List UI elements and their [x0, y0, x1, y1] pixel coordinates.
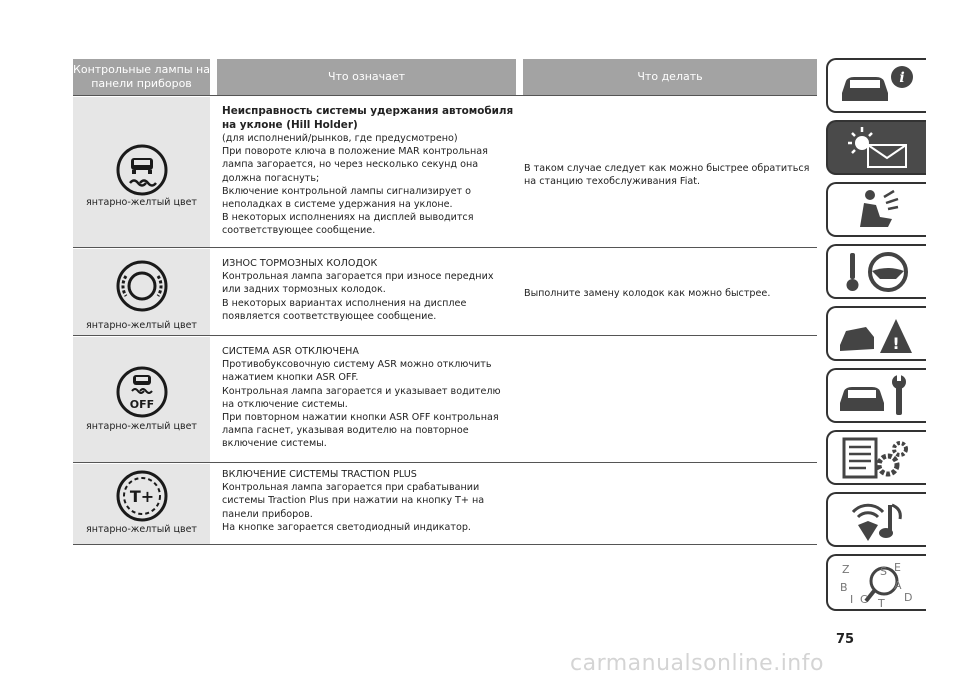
- meaning-line: В некоторых исполнениях на дисплей выводится: [222, 212, 474, 224]
- alphabetical-index-icon: [836, 559, 916, 609]
- car-crash-warning-icon: [836, 311, 916, 357]
- watermark: carmanualsonline.info: [570, 651, 824, 676]
- action-line: В таком случае следует как можно быстрее обратиться: [524, 163, 810, 174]
- meaning-line: включение системы.: [222, 438, 327, 450]
- svg-text:C: C: [860, 593, 868, 606]
- header-lamps: [73, 59, 210, 95]
- traction-plus-icon: [115, 469, 169, 523]
- tab-safety[interactable]: [826, 182, 926, 237]
- seat-airbag-icon: [836, 187, 916, 233]
- svg-text:i: i: [899, 70, 905, 86]
- tab-starting-driving[interactable]: [826, 244, 926, 299]
- meaning-line: должна погаснуть;: [222, 172, 320, 184]
- meaning-line: СИСТЕМА ASR ОТКЛЮЧЕНА: [222, 346, 359, 357]
- table-row-icon-cell: [73, 337, 210, 462]
- meaning-line: ВКЛЮЧЕНИЕ СИСТЕМЫ TRACTION PLUS: [222, 469, 417, 480]
- tab-car-info[interactable]: [826, 58, 926, 113]
- meaning-asr-off: [222, 345, 514, 451]
- meaning-title: на уклоне (Hill Holder): [222, 119, 358, 131]
- row-divider: [73, 95, 817, 96]
- traction-plus-icon-text: T+: [129, 487, 154, 506]
- action-line: на станцию техобслуживания Fiat.: [524, 176, 701, 188]
- tab-multimedia[interactable]: [826, 492, 926, 547]
- header-action-label: Что делать: [637, 70, 703, 83]
- tab-index[interactable]: [826, 554, 926, 611]
- action-hill-holder: [524, 162, 816, 188]
- meaning-line: Контрольная лампа загорается и указывает водителю: [222, 385, 501, 397]
- tab-emergency[interactable]: [826, 306, 926, 361]
- tab-maintenance[interactable]: [826, 368, 926, 423]
- meaning-line: лампа гаснет, указывая водителю на повторное: [222, 425, 469, 437]
- lamp-color-label: янтарно-желтый цвет: [86, 197, 197, 208]
- row-divider: [73, 335, 817, 336]
- meaning-line: системы Traction Plus при нажатии на кнопку T+ на: [222, 495, 485, 507]
- header-meaning-label: Что означает: [327, 70, 406, 83]
- row-divider: [73, 544, 817, 545]
- tab-technical-data[interactable]: [826, 430, 926, 485]
- meaning-line: появляется соответствующее сообщение.: [222, 310, 437, 322]
- multimedia-icon: [836, 497, 916, 543]
- meaning-line: неполадках в системе удержания на уклоне.: [222, 199, 453, 211]
- page-number: 75: [836, 632, 855, 647]
- lamp-color-label: янтарно-желтый цвет: [86, 524, 197, 535]
- svg-text:T: T: [878, 597, 885, 609]
- header-meaning: [217, 59, 516, 95]
- action-line: Выполните замену колодок как можно быстрее.: [524, 288, 771, 299]
- key-steering-wheel-icon: [836, 249, 916, 295]
- lamp-color-label: янтарно-желтый цвет: [86, 421, 197, 432]
- table-row-icon-cell: [73, 249, 210, 335]
- meaning-hill-holder: [222, 104, 514, 238]
- car-wrench-icon: [836, 373, 916, 419]
- lamp-color-label: янтарно-желтый цвет: [86, 320, 197, 331]
- svg-text:I: I: [850, 593, 854, 606]
- row-divider: [73, 462, 817, 463]
- meaning-line: На кнопке загорается светодиодный индикатор.: [222, 521, 471, 533]
- meaning-line: ИЗНОС ТОРМОЗНЫХ КОЛОДОК: [222, 258, 378, 269]
- spec-list-gear-icon: [836, 435, 916, 481]
- svg-text:!: !: [892, 334, 900, 353]
- asr-off-icon-text: OFF: [129, 398, 154, 411]
- table-row-icon-cell: [73, 464, 210, 544]
- meaning-title: Неисправность системы удержания автомобиля: [222, 105, 514, 117]
- meaning-line: или задних тормозных колодок.: [222, 284, 386, 296]
- meaning-line: панели приборов.: [222, 508, 313, 520]
- action-brake-pads: [524, 287, 816, 300]
- svg-text:B: B: [840, 581, 848, 594]
- meaning-line: В некоторых вариантах исполнения на дисплее: [222, 297, 467, 309]
- row-divider: [73, 247, 817, 248]
- svg-text:D: D: [904, 591, 913, 604]
- svg-text:S: S: [880, 565, 887, 578]
- meaning-line: Контрольная лампа загорается при износе передних: [222, 271, 494, 283]
- svg-text:Z: Z: [842, 563, 850, 576]
- meaning-traction-plus: [222, 468, 514, 534]
- warning-light-envelope-icon: [836, 125, 916, 171]
- meaning-line: При повторном нажатии кнопки ASR OFF контрольная: [222, 412, 499, 424]
- svg-text:A: A: [894, 579, 902, 592]
- header-lamps-label: Контрольные лампы на панели приборов: [73, 63, 210, 90]
- meaning-line: При повороте ключа в положение MAR контрольная: [222, 146, 488, 158]
- brake-pad-wear-icon: [115, 259, 169, 313]
- meaning-line: соответствующее сообщение.: [222, 225, 376, 237]
- meaning-line: лампа загорается, но через несколько секунд она: [222, 159, 479, 171]
- table-row-icon-cell: [73, 97, 210, 247]
- header-action: [523, 59, 817, 95]
- meaning-line: Противобуксовочную систему ASR можно отключить: [222, 359, 492, 371]
- meaning-line: Контрольная лампа загорается при срабатывании: [222, 482, 480, 494]
- car-info-icon: [836, 63, 916, 109]
- svg-text:E: E: [894, 561, 901, 574]
- meaning-line: (для исполнений/рынков, где предусмотрено): [222, 133, 458, 144]
- meaning-line: Включение контрольной лампы сигнализирует о: [222, 185, 472, 197]
- hill-holder-warning-icon: [115, 143, 169, 197]
- meaning-brake-pads: [222, 257, 514, 323]
- meaning-line: на отключение системы.: [222, 398, 348, 410]
- tab-warning-lights[interactable]: [826, 120, 926, 175]
- asr-off-icon: [115, 365, 169, 419]
- meaning-line: нажатием кнопки ASR OFF.: [222, 372, 359, 384]
